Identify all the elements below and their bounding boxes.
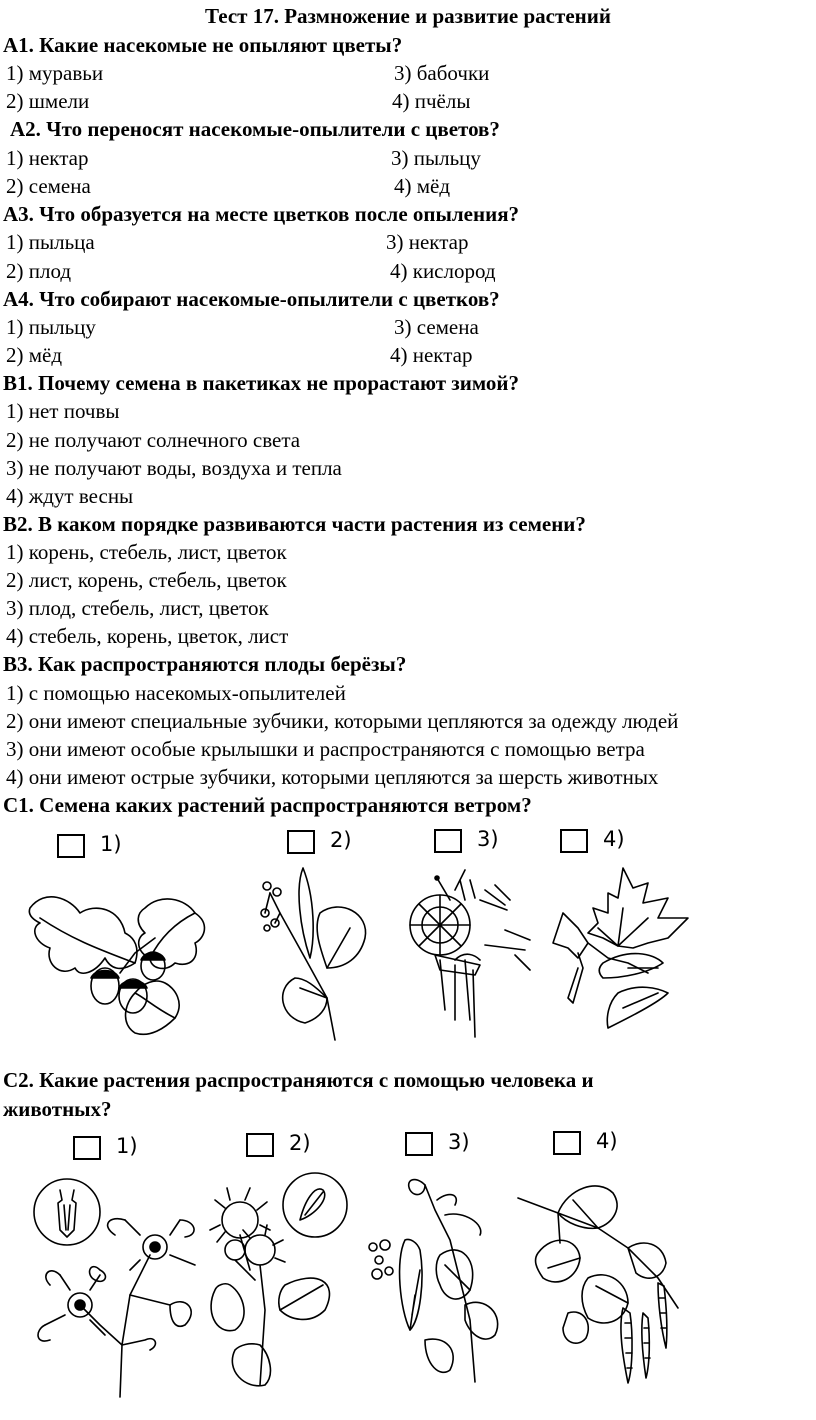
option-a2-4: 4) мёд [394,174,451,198]
option-a1-4: 4) пчёлы [392,89,471,113]
option-a2-3: 3) пыльцу [391,146,481,170]
question-c1: С1. Семена каких растений распространяются ветром? [3,793,532,817]
option-a4-2: 2) мёд [6,343,63,367]
question-b2: В2. В каком порядке развиваются части растения из семени? [3,512,586,536]
c1-checkbox-2[interactable] [287,830,315,854]
option-a2-2: 2) семена [6,174,91,198]
option-b1-1: 1) нет почвы [6,399,120,423]
option-a3-3: 3) нектар [386,230,469,254]
option-b2-4: 4) стебель, корень, цветок, лист [6,624,289,648]
c1-checkbox-3[interactable] [434,829,462,853]
birch-drawing [518,1168,688,1388]
c2-label-3: 3) [448,1130,470,1154]
c2-checkbox-4[interactable] [553,1131,581,1155]
c1-label-3: 3) [477,827,499,851]
option-a4-3: 3) семена [394,315,479,339]
oak-acorn-drawing [25,878,215,1038]
c1-label-1: 1) [100,832,122,856]
c2-checkbox-2[interactable] [246,1133,274,1157]
dandelion-drawing [395,870,535,1040]
bur-marigold-drawing [30,1175,205,1400]
page-title: Тест 17. Размножение и развитие растений [205,4,611,28]
option-b1-3: 3) не получают воды, воздуха и тепла [6,456,342,480]
option-a3-4: 4) кислород [390,259,496,283]
option-a1-1: 1) муравьи [6,61,104,85]
option-a2-1: 1) нектар [6,146,89,170]
question-b1: В1. Почему семена в пакетиках не прорастают зимой? [3,371,519,395]
c2-checkbox-3[interactable] [405,1132,433,1156]
c2-label-1: 1) [116,1134,138,1158]
option-b3-1: 1) с помощью насекомых-опылителей [6,681,346,705]
question-a4: А4. Что собирают насекомые-опылители с цветков? [3,287,500,311]
c1-label-2: 2) [330,828,352,852]
maple-samara-drawing [548,868,698,1043]
c1-checkbox-1[interactable] [57,834,85,858]
option-a3-1: 1) пыльца [6,230,95,254]
option-a4-1: 1) пыльцу [6,315,96,339]
option-a3-2: 2) плод [6,259,72,283]
burdock-drawing [205,1170,350,1390]
option-b3-4: 4) они имеют острые зубчики, которыми цепляются за шерсть животных [6,765,659,789]
option-b1-4: 4) ждут весны [6,484,134,508]
question-c2-line-2: животных? [3,1097,112,1121]
option-b3-2: 2) они имеют специальные зубчики, которыми цепляются за одежду людей [6,709,679,733]
c2-label-2: 2) [289,1131,311,1155]
option-a1-2: 2) шмели [6,89,90,113]
question-a3: А3. Что образуется на месте цветков после опыления? [3,202,520,226]
option-b2-3: 3) плод, стебель, лист, цветок [6,596,269,620]
option-a4-4: 4) нектар [390,343,473,367]
option-b2-2: 2) лист, корень, стебель, цветок [6,568,287,592]
c2-label-4: 4) [596,1129,618,1153]
question-b3: В3. Как распространяются плоды берёзы? [3,652,407,676]
option-a1-3: 3) бабочки [394,61,490,85]
pea-drawing [365,1170,510,1385]
linden-drawing [255,868,375,1043]
c2-checkbox-1[interactable] [73,1136,101,1160]
option-b3-3: 3) они имеют особые крылышки и распространяются с помощью ветра [6,737,645,761]
option-b2-1: 1) корень, стебель, лист, цветок [6,540,287,564]
c1-checkbox-4[interactable] [560,829,588,853]
c1-label-4: 4) [603,827,625,851]
question-a1: А1. Какие насекомые не опыляют цветы? [3,33,403,57]
question-a2: А2. Что переносят насекомые-опылители с цветов? [10,117,500,141]
option-b1-2: 2) не получают солнечного света [6,428,301,452]
question-c2-line-1: С2. Какие растения распространяются с помощью человека и [3,1068,594,1092]
